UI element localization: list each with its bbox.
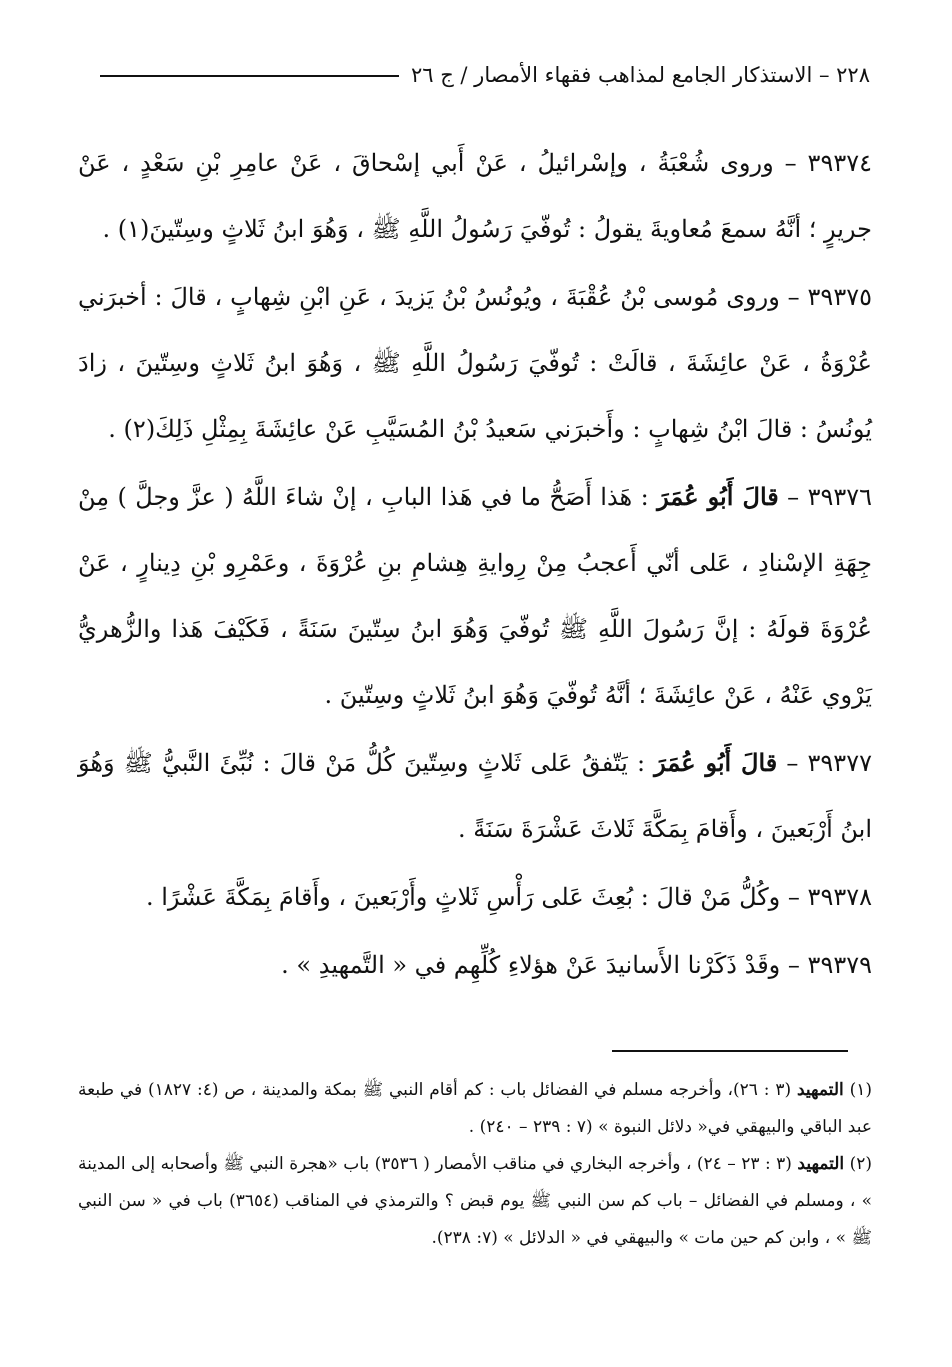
footnotes [78,1072,872,1257]
paragraph-text: وقَدْ ذَكَرْنا الأَسانيدَ عَنْ هؤلاءِ كُلِّهِم في « التَّمهيدِ » . [281,951,781,979]
paragraph-number: ٣٩٣٧٨ – [787,883,872,911]
paragraph-text: وروى مُوسى بْنُ عُقْبَةَ ، ويُونُسُ بْنُ يَزيدَ ، عَنِ ابْنِ شِهابٍ ، قالَ : أخبرَني عُرْوَةُ ، عَنْ عائِشَةَ ، قالَتْ : تُوفّيَ رَسُولُ اللَّهِ ﷺ ، وَهُوَ ابنُ ثَلاثٍ وسِتّينَ ، زادَ يُونُسُ : قالَ ابْنُ شِهابٍ : وأَخبرَني سَعيدُ بْنُ المُسَيَّبِ عَنْ عائِشَةَ بِمِثْلِ ذَلِكَ(٢) . [78,283,872,443]
paragraph-39379 [78,932,872,998]
paragraph-39378 [78,864,872,930]
paragraph-text: وروى شُعْبَةُ ، وإسْرائيلُ ، عَنْ أَبي إسْحاقَ ، عَنْ عامِرِ بْنِ سَعْدٍ ، عَنْ جريرٍ ؛ أنَّهُ سمعَ مُعاويةَ يقولُ : تُوفّيَ رَسُولُ اللَّهِ ﷺ ، وَهُوَ ابنُ ثَلاثٍ وسِتّينَ(١) . [78,149,872,243]
footnote-marker: (١) [849,1080,872,1100]
paragraph-number: ٣٩٣٧٥ – [787,283,872,311]
paragraph-number: ٣٩٣٧٩ – [787,951,872,979]
footnote-text: (٣ : ٢٦)، وأخرجه مسلم في الفضائل باب : كم أقام النبي ﷺ بمكة والمدينة ، ص (٤: ١٨٢٧) في طبعة عبد الباقي والبيهقي في« دلائل النبوة » (٧ : ٢٣٩ – ٢٤٠) . [78,1080,872,1137]
running-head: ٢٢٨ – الاستذكار الجامع لمذاهب فقهاء الأمصار / ج ٢٦ [410,63,870,87]
paragraph-39375 [78,264,872,462]
main-text [78,130,872,1000]
footnote-source: التمهيد [796,1080,844,1100]
paragraph-text: وكُلُّ مَنْ قالَ : بُعِثَ عَلى رَأْسِ ثَلاثٍ وأَرْبَعينَ ، وأَقامَ بِمَكَّةَ عَشْرًا . [146,883,781,911]
paragraph-number: ٣٩٣٧٦ – [787,483,873,511]
paragraph-39377 [78,730,872,862]
footnote-marker: (٢) [849,1154,873,1174]
footnote-2 [78,1146,872,1257]
footnote-1 [78,1072,872,1146]
paragraph-39374 [78,130,872,262]
page-header [100,58,870,92]
speaker-label: قالَ أَبُو عُمَرَ [657,482,779,511]
paragraph-number: ٣٩٣٧٤ – [784,149,872,177]
paragraph-text: : يَتّفقُ عَلى ثَلاثٍ وسِتّينَ كُلُّ مَنْ قالَ : نُبِّئَ النَّبيُّ ﷺ وَهُوَ ابنُ أَرْبَعينَ ، وأَقامَ بِمَكَّةَ ثَلاثَ عَشْرَةَ سَنَةً . [78,749,872,843]
footnote-rule [612,1050,848,1052]
paragraph-number: ٣٩٣٧٧ – [786,749,872,777]
footnote-text: (٣ : ٢٣ – ٢٤) ، وأخرجه البخاري في مناقب الأمصار ( ٣٥٣٦) باب «هجرة النبي ﷺ وأصحابه إلى المدينة » ، ومسلم في الفضائل – باب كم سن النبي ﷺ يوم قبض ؟ والترمذي في المناقب (٣٦٥٤) باب في « سن النبي ﷺ » ، وابن كم حين مات » والبيهقي في « الدلائل » (٧: ٢٣٨). [78,1154,872,1248]
header-rule [100,75,399,77]
paragraph-39376 [78,464,872,728]
paragraph-text: : هَذا أَصَحُّ ما في هَذا البابِ ، إنْ شاءَ اللَّهُ ( عزَّ وجلَّ ) مِنْ جِهَةِ الإسْنادِ ، عَلى أنّي أَعجبُ مِنْ رِوايةِ هِشامِ بنِ عُرْوَةَ ، وعَمْرِو بْنِ دِينارٍ ، عَنْ عُرْوَةَ قولَهُ : إنَّ رَسُولَ اللَّهِ ﷺ تُوفّيَ وَهُوَ ابنُ سِتّينَ سَنَةً ، فَكَيْفَ هَذا والزُّهريُّ يَرْوي عَنْهُ ، عَنْ عائِشَةَ ؛ أنَّهُ تُوفّيَ وَهُوَ ابنُ ثَلاثٍ وسِتّينَ . [78,483,872,709]
speaker-label: قالَ أَبُو عُمَرَ [654,748,778,777]
footnote-source: التمهيد [797,1154,845,1174]
